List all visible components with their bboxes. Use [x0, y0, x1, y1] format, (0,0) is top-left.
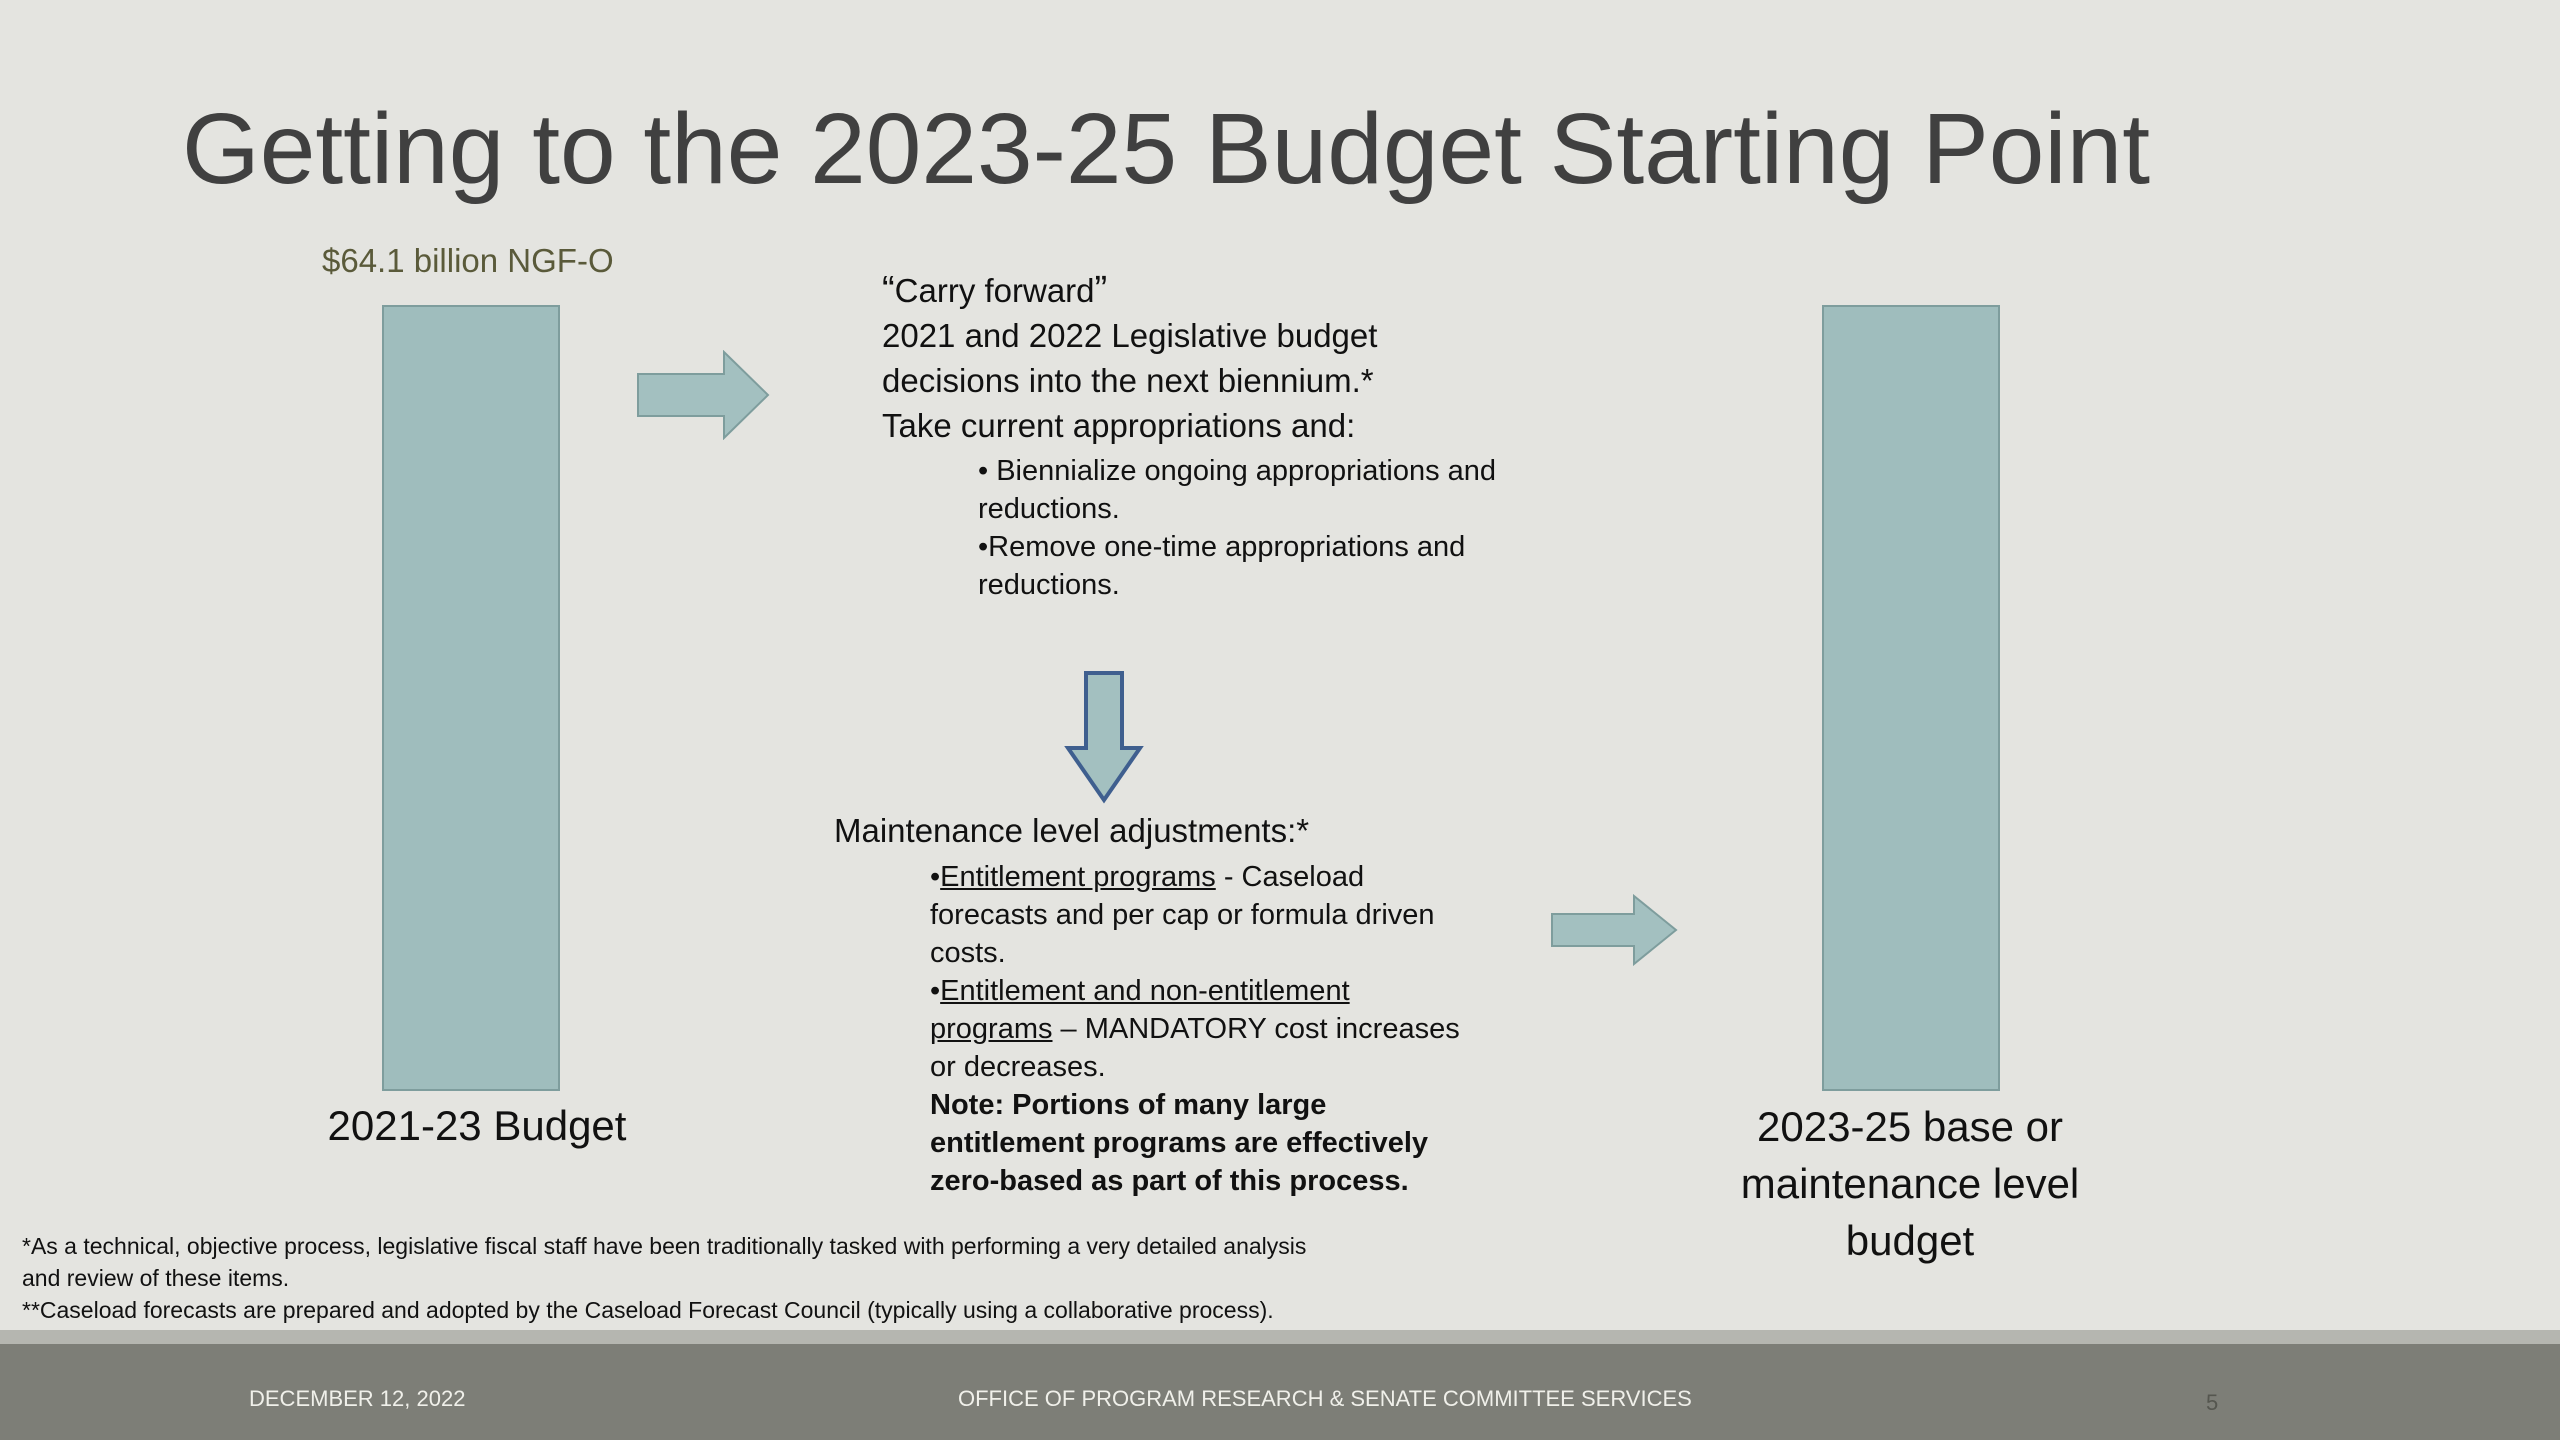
carry-forward-bullets: [978, 452, 1498, 604]
entitlement-nonentitlement-text: Entitlement and non-entitlement programs: [930, 975, 1350, 1045]
bullet-item: •Entitlement programs - Caseload forecasts and per cap or formula driven costs.: [930, 861, 1435, 969]
entitlement-programs-text: Entitlement programs: [940, 861, 1216, 893]
bullet-item: • Biennialize ongoing appropriations and reductions.: [978, 455, 1497, 525]
footer-office: OFFICE OF PROGRAM RESEARCH & SENATE COMMITTEE SERVICES: [958, 1386, 1692, 1411]
maintenance-note: Note: Portions of many large entitlement programs are effectively zero-based as part of this process.: [930, 1089, 1429, 1197]
bullet-item: •Remove one-time appropriations and reductions.: [978, 531, 1466, 601]
carry-forward-line: Take current appropriations and:: [882, 407, 1356, 444]
bullet-item: •Entitlement and non-entitlement programs – MANDATORY cost increases or decreases.: [930, 975, 1460, 1083]
footnotes: [22, 1230, 1422, 1326]
carry-forward-text: [882, 268, 1502, 448]
carry-forward-line: decisions into the next biennium.*: [882, 362, 1374, 399]
carry-forward-heading: “Carry forward”: [882, 269, 1108, 311]
page-number: 5: [2206, 1390, 2219, 1415]
maintenance-heading: Maintenance level adjustments:*: [834, 812, 1310, 849]
down-arrow-icon: [1064, 670, 1144, 804]
carry-forward-line: 2021 and 2022 Legislative budget: [882, 317, 1378, 354]
maintenance-bullets: [930, 858, 1470, 1200]
left-bar-label: 2021-23 Budget: [327, 1102, 627, 1149]
footer-date: DECEMBER 12, 2022: [249, 1386, 466, 1411]
slide-title: Getting to the 2023-25 Budget Starting Point: [182, 93, 2151, 205]
footnote: **Caseload forecasts are prepared and adopted by the Caseload Forecast Council (typically using a collaborative process).: [22, 1297, 1274, 1323]
right-arrow-icon: [636, 350, 772, 440]
slide-footer: [0, 1344, 2560, 1440]
budget-bar-2021-23: [382, 305, 560, 1091]
footnote: *As a technical, objective process, legislative fiscal staff have been traditionally tasked with performing a very detailed analysis and review of these items.: [22, 1233, 1307, 1291]
budget-amount-label: $64.1 billion NGF-O: [322, 242, 614, 279]
footer-divider: [0, 1330, 2560, 1344]
budget-bar-2023-25: [1822, 305, 2000, 1091]
right-arrow-icon: [1550, 894, 1680, 966]
right-bar-label: 2023-25 base or maintenance level budget: [1740, 1103, 2080, 1264]
